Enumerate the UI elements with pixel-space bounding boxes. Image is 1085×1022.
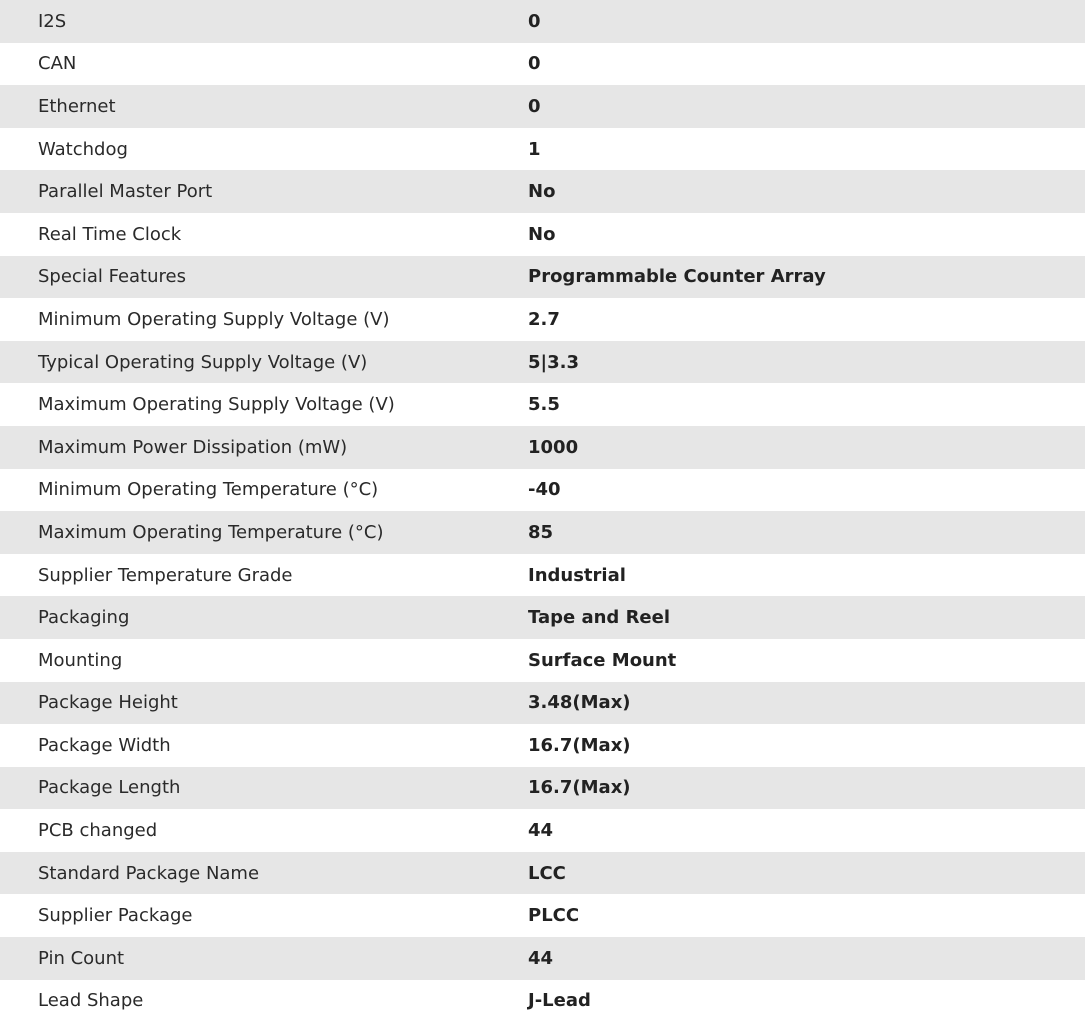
- spec-label: Package Length: [38, 777, 181, 799]
- spec-value: 85: [528, 521, 554, 543]
- spec-value: J-Lead: [528, 990, 591, 1012]
- spec-value: -40: [528, 479, 561, 501]
- spec-value: No: [528, 181, 556, 203]
- spec-value: 0: [528, 10, 541, 32]
- spec-label: Maximum Operating Supply Voltage (V): [38, 394, 395, 416]
- spec-label: Pin Count: [38, 947, 125, 969]
- spec-row-temperature-grade: [0, 554, 1085, 597]
- spec-value: No: [528, 223, 556, 245]
- spec-value: 0: [528, 95, 541, 117]
- spec-label: Maximum Power Dissipation (mW): [38, 436, 348, 458]
- spec-label: Special Features: [38, 266, 186, 288]
- spec-row-max-supply-voltage: [0, 383, 1085, 426]
- spec-row-supplier-package: [0, 894, 1085, 937]
- spec-value: LCC: [528, 862, 566, 884]
- spec-label: Real Time Clock: [38, 223, 182, 245]
- spec-label: Lead Shape: [38, 990, 144, 1012]
- spec-row-standard-package-name: [0, 852, 1085, 895]
- spec-row-package-height: [0, 682, 1085, 725]
- spec-label: Maximum Operating Temperature (°C): [38, 521, 384, 543]
- spec-row-parallel-master-port: [0, 170, 1085, 213]
- spec-label: Typical Operating Supply Voltage (V): [38, 351, 368, 373]
- spec-row-special-features: [0, 256, 1085, 299]
- spec-value: 0: [528, 53, 541, 75]
- spec-value: Industrial: [528, 564, 626, 586]
- spec-value: 5|3.3: [528, 351, 579, 373]
- spec-row-can: [0, 43, 1085, 86]
- spec-row-package-length: [0, 767, 1085, 810]
- spec-label: Ethernet: [38, 95, 116, 117]
- spec-label: I2S: [38, 10, 67, 32]
- spec-label: Watchdog: [38, 138, 128, 160]
- spec-label: Minimum Operating Supply Voltage (V): [38, 308, 390, 330]
- spec-label: Standard Package Name: [38, 862, 260, 884]
- spec-row-min-supply-voltage: [0, 298, 1085, 341]
- spec-value: 44: [528, 947, 554, 969]
- spec-label: Minimum Operating Temperature (°C): [38, 479, 379, 501]
- spec-label: Parallel Master Port: [38, 181, 213, 203]
- spec-value: 2.7: [528, 308, 560, 330]
- spec-row-max-operating-temp: [0, 511, 1085, 554]
- spec-value: 16.7(Max): [528, 777, 631, 799]
- spec-row-packaging: [0, 596, 1085, 639]
- spec-label: Mounting: [38, 649, 123, 671]
- spec-label: Packaging: [38, 607, 130, 629]
- spec-row-max-power-dissipation: [0, 426, 1085, 469]
- spec-row-min-operating-temp: [0, 469, 1085, 512]
- spec-value: 44: [528, 820, 554, 842]
- spec-row-i2s: [0, 0, 1085, 43]
- spec-row-mounting: [0, 639, 1085, 682]
- spec-label: PCB changed: [38, 820, 158, 842]
- spec-row-typical-supply-voltage: [0, 341, 1085, 384]
- spec-row-real-time-clock: [0, 213, 1085, 256]
- spec-value: Programmable Counter Array: [528, 266, 826, 288]
- spec-value: 5.5: [528, 394, 560, 416]
- spec-value: PLCC: [528, 905, 580, 927]
- spec-value: Surface Mount: [528, 649, 677, 671]
- spec-row-ethernet: [0, 85, 1085, 128]
- spec-row-pin-count: [0, 937, 1085, 980]
- spec-value: 1000: [528, 436, 579, 458]
- spec-row-watchdog: [0, 128, 1085, 171]
- spec-value: 3.48(Max): [528, 692, 631, 714]
- spec-value: 16.7(Max): [528, 734, 631, 756]
- spec-row-pcb-changed: [0, 809, 1085, 852]
- spec-value: 1: [528, 138, 541, 160]
- spec-value: Tape and Reel: [528, 607, 671, 629]
- spec-row-package-width: [0, 724, 1085, 767]
- spec-label: Package Width: [38, 734, 171, 756]
- spec-label: Supplier Package: [38, 905, 193, 927]
- spec-label: Package Height: [38, 692, 178, 714]
- spec-label: Supplier Temperature Grade: [38, 564, 293, 586]
- spec-label: CAN: [38, 53, 77, 75]
- spec-row-lead-shape: [0, 980, 1085, 1022]
